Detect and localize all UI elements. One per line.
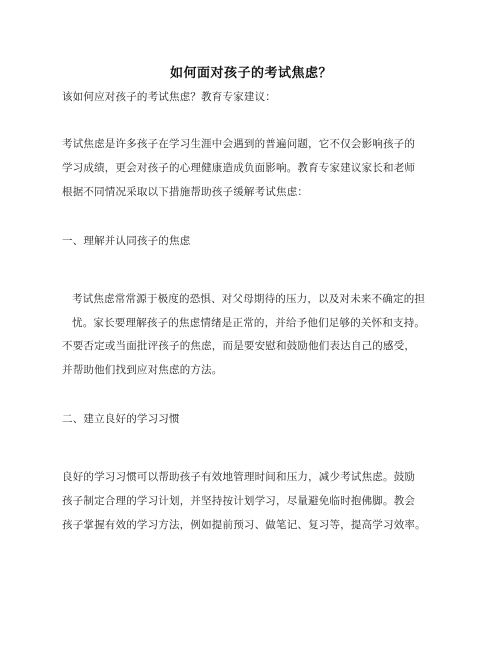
intro-line-3: 根据不同情况采取以下措施帮助孩子缓解考试焦虑： xyxy=(62,186,309,198)
section-2-heading: 二、建立良好的学习习惯 xyxy=(62,413,180,425)
document-title: 如何面对孩子的考试焦虑？ xyxy=(169,66,332,81)
document-subtitle: 该如何应对孩子的考试焦虑？教育专家建议： xyxy=(62,91,276,103)
section-1-heading: 一、理解并认同孩子的焦虑 xyxy=(62,235,191,247)
section-1-line-2: 忧。家长要理解孩子的焦虑情绪是正常的，并给予他们足够的关怀和支持。 xyxy=(72,317,426,329)
section-2-line-3: 孩子掌握有效的学习方法，例如提前预习、做笔记、复习等，提高学习效率。 xyxy=(62,519,426,531)
intro-line-1: 考试焦虑是许多孩子在学习生涯中会遇到的普遍问题，它不仅会影响孩子的 xyxy=(62,138,416,150)
section-2-line-2: 孩子制定合理的学习计划，并坚持按计划学习，尽量避免临时抱佛脚。教会 xyxy=(62,495,416,507)
section-1-line-1: 考试焦虑常常源于极度的恐惧、对父母期待的压力，以及对未来不确定的担 xyxy=(72,293,426,305)
section-2-line-1: 良好的学习习惯可以帮助孩子有效地管理时间和压力，减少考试焦虑。鼓励 xyxy=(62,471,416,483)
section-1-line-3: 不要否定或当面批评孩子的焦虑，而是要安慰和鼓励他们表达自己的感受， xyxy=(62,340,416,352)
intro-line-2: 学习成绩，更会对孩子的心理健康造成负面影响。教育专家建议家长和老师 xyxy=(62,162,416,174)
section-1-line-4: 并帮助他们找到应对焦虑的方法。 xyxy=(62,364,223,376)
